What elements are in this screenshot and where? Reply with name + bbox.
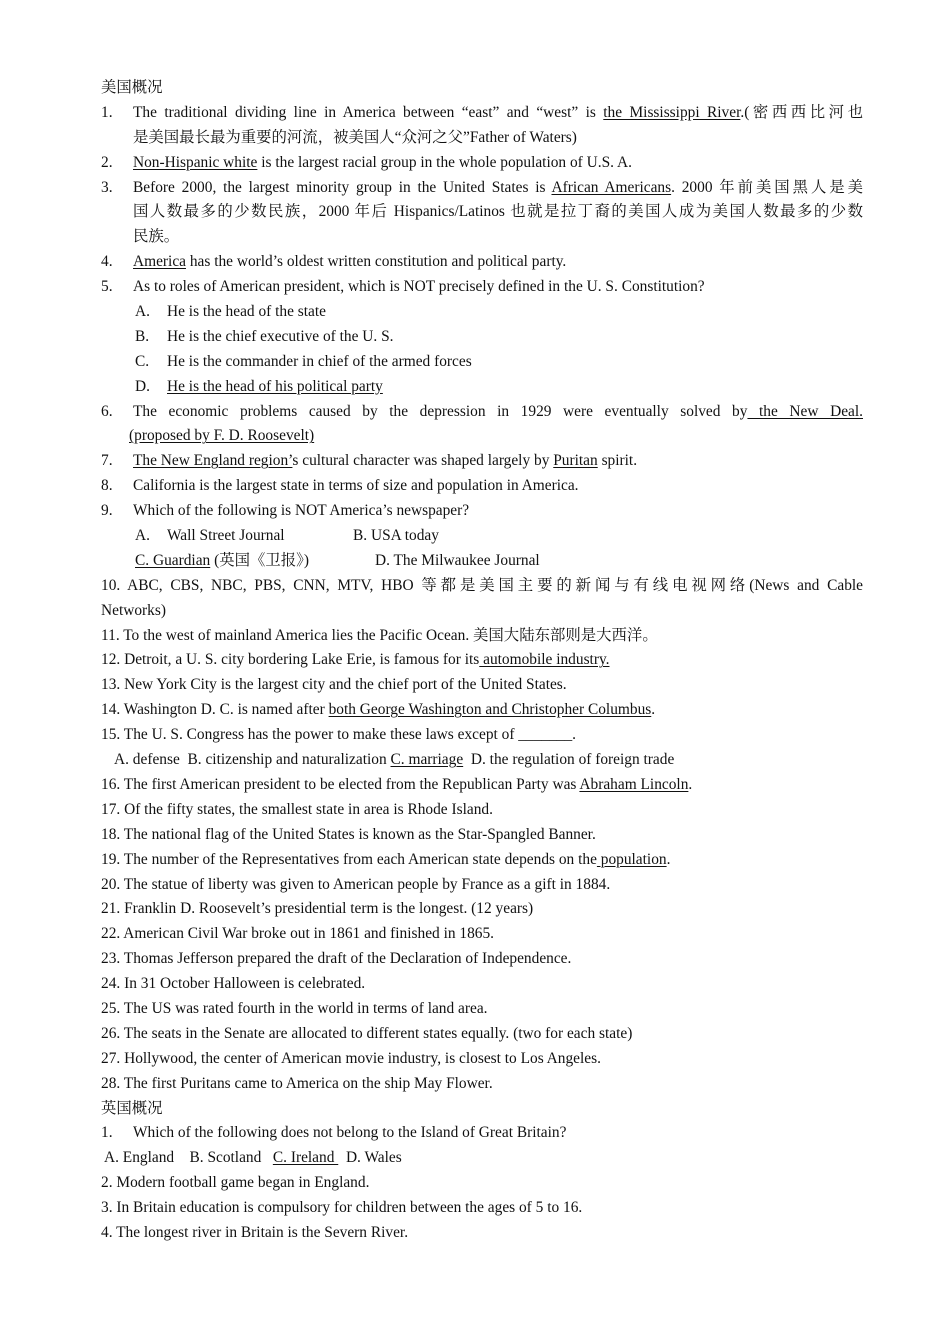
option-c: C. He is the commander in chief of the armed forces <box>135 352 472 370</box>
item-number: 8. <box>101 477 113 495</box>
answer-underline: automobile industry. <box>479 651 610 669</box>
item-number: 4. <box>101 253 113 271</box>
note-text: 国人数最多的少数民族，2000 年后 Hispanics/Latinos 也就是拉丁裔的美国人成为美国人数最多的少数 <box>133 203 863 221</box>
answer-underline: the Mississippi River <box>603 103 741 121</box>
option-row-1: A. Wall Street Journal B. USA today <box>135 527 439 545</box>
us-question-15: 15. The U. S. Congress has the power to make these laws except of _______. <box>101 726 577 744</box>
us-question-23: 23. Thomas Jefferson prepared the draft of the Declaration of Independence. <box>101 950 572 968</box>
uk-question-2: 2. Modern football game began in England. <box>101 1174 370 1192</box>
note-text: . 2000 年前美国黑人是美 <box>671 178 864 196</box>
answer-underline: Abraham Lincoln <box>579 775 689 793</box>
answer-underline: both George Washington and Christopher Columbus <box>328 701 652 719</box>
answer-underline: African Americans <box>551 178 672 196</box>
us-question-22: 22. American Civil War broke out in 1861 and finished in 1865. <box>101 925 495 943</box>
us-question-11: 11. To the west of mainland America lies the Pacific Ocean. 美国大陆东部则是大西洋。 <box>101 626 658 644</box>
note-text: 是美国最长最为重要的河流，被美国人“众河之父”Father of Waters) <box>133 128 577 146</box>
question-text: California is the largest state in terms of size and population in America. <box>133 477 579 495</box>
uk-question-1 <box>101 1121 863 1146</box>
option-a: A. He is the head of the state <box>135 303 326 321</box>
question-text: As to roles of American president, which is NOT precisely defined in the U. S. Constitution? <box>133 278 705 296</box>
us-question-3 <box>101 176 863 251</box>
item-number: 1. <box>101 1124 113 1142</box>
us-question-7: 7. The New England region’s cultural character was shaped largely by Puritan spirit. <box>101 449 863 474</box>
question-text: Before 2000, the largest minority group in the United States is <box>133 178 552 196</box>
answer-underline: He is the head of his political party <box>167 377 383 395</box>
us-question-1 <box>101 101 863 151</box>
us-question-10: 10. ABC, CBS, NBC, PBS, CNN, MTV, HBO 等都是美国主要的新闻与有线电视网络(News and Cable <box>101 576 863 594</box>
option-row-2: C. Guardian (英国《卫报》) D. The Milwaukee Journal <box>135 551 540 569</box>
us-question-27: 27. Hollywood, the center of American movie industry, is closest to Los Angeles. <box>101 1049 601 1067</box>
us-question-18: 18. The national flag of the United States is known as the Star-Spangled Banner. <box>101 825 596 843</box>
answer-underline: Puritan <box>553 452 598 470</box>
document-page <box>101 76 863 1246</box>
answer-underline: Non-Hispanic white <box>133 153 258 171</box>
uk-question-3: 3. In Britain education is compulsory for children between the ages of 5 to 16. <box>101 1199 583 1217</box>
answer-underline: C. Ireland <box>272 1149 339 1167</box>
us-question-9 <box>101 499 863 524</box>
item-number: 5. <box>101 278 113 296</box>
us-question-13: 13. New York City is the largest city and the chief port of the United States. <box>101 676 567 694</box>
note-text: 民族。 <box>133 228 180 246</box>
question-text: has the world’s oldest written constitution and political party. <box>185 253 567 271</box>
us-question-26: 26. The seats in the Senate are allocated to different states equally. (two for each state) <box>101 1024 633 1042</box>
section-heading-uk: 英国概况 <box>101 1099 163 1117</box>
uk-question-1-options: A. England B. Scotland C. Ireland D. Wales <box>101 1149 402 1167</box>
answer-underline: (proposed by F. D. Roosevelt) <box>129 427 315 445</box>
section-heading-us: 美国概况 <box>101 79 163 96</box>
question-text: is the largest racial group in the whole population of U.S. A. <box>257 153 632 171</box>
item-number: 7. <box>101 452 113 470</box>
item-number: 1. <box>101 103 113 121</box>
answer-underline: population <box>596 850 667 868</box>
us-question-28: 28. The first Puritans came to America on the ship May Flower. <box>101 1074 493 1092</box>
us-question-15-options: A. defense B. citizenship and naturalization C. marriage D. the regulation of foreign trade <box>114 751 675 769</box>
us-question-12: 12. Detroit, a U. S. city bordering Lake Erie, is famous for its automobile industry. <box>101 651 610 669</box>
option-d: D. He is the head of his political party <box>101 375 863 400</box>
question-text: Which of the following does not belong to the Island of Great Britain? <box>133 1124 567 1142</box>
us-question-14: 14. Washington D. C. is named after both George Washington and Christopher Columbus. <box>101 701 656 719</box>
answer-underline: C. marriage <box>390 751 464 769</box>
item-number: 2. <box>101 153 113 171</box>
us-question-10-cont: Networks) <box>101 601 166 619</box>
answer-underline: the New Deal. <box>747 402 863 420</box>
question-text: The traditional dividing line in America between “east” and “west” is <box>133 103 604 121</box>
item-number: 6. <box>101 402 113 420</box>
us-question-17: 17. Of the fifty states, the smallest state in area is Rhode Island. <box>101 800 493 818</box>
answer-underline: C. Guardian <box>135 551 211 569</box>
question-text: The economic problems caused by the depression in 1929 were eventually solved by <box>133 402 748 420</box>
item-number: 3. <box>101 178 113 196</box>
us-question-6 <box>101 400 863 450</box>
us-question-25: 25. The US was rated fourth in the world in terms of land area. <box>101 999 488 1017</box>
uk-question-4: 4. The longest river in Britain is the Severn River. <box>101 1223 409 1241</box>
us-question-2 <box>101 151 863 176</box>
us-question-19: 19. The number of the Representatives from each American state depends on the population. <box>101 850 671 868</box>
option-b: B. He is the chief executive of the U. S. <box>135 327 394 345</box>
us-question-20: 20. The statue of liberty was given to American people by France as a gift in 1884. <box>101 875 611 893</box>
us-question-16: 16. The first American president to be elected from the Republican Party was Abraham Lincoln. <box>101 775 693 793</box>
us-question-24: 24. In 31 October Halloween is celebrated. <box>101 975 366 993</box>
question-text: Which of the following is NOT America’s newspaper? <box>133 502 470 520</box>
note-text: .(密西西比河也 <box>740 103 863 121</box>
answer-underline: The New England region’ <box>133 452 293 470</box>
us-question-8 <box>101 474 863 499</box>
item-number: 9. <box>101 502 113 520</box>
us-question-5 <box>101 275 863 300</box>
us-question-4 <box>101 250 863 275</box>
us-question-21: 21. Franklin D. Roosevelt’s presidential term is the longest. (12 years) <box>101 900 534 918</box>
answer-underline: America <box>133 253 186 271</box>
